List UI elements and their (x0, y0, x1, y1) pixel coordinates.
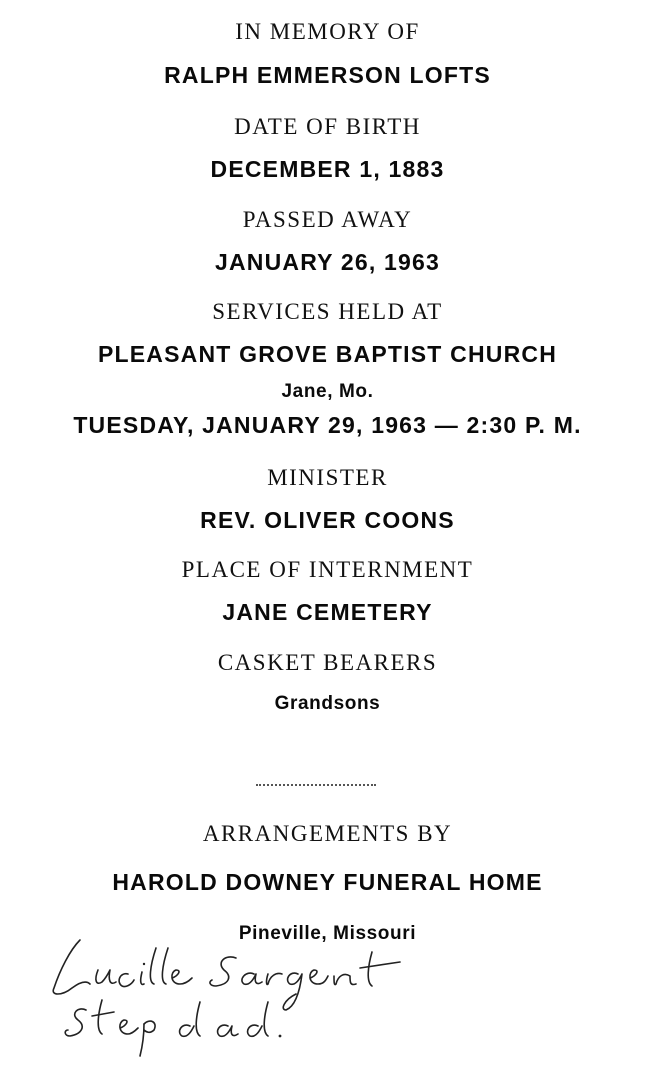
minister-name: REV. OLIVER COONS (200, 507, 455, 533)
deceased-name: RALPH EMMERSON LOFTS (164, 62, 491, 88)
birth-date: DECEMBER 1, 1883 (210, 156, 445, 182)
memory-heading: IN MEMORY OF (235, 19, 420, 44)
cemetery-name: JANE CEMETERY (222, 599, 433, 625)
passed-date: JANUARY 26, 1963 (214, 249, 441, 275)
funeral-home-name: HAROLD DOWNEY FUNERAL HOME (112, 869, 543, 895)
service-datetime: TUESDAY, JANUARY 29, 1963 — 2:30 P. M. (73, 412, 582, 438)
minister-heading: MINISTER (267, 465, 388, 490)
internment-heading: PLACE OF INTERNMENT (181, 557, 474, 582)
church-name: PLEASANT GROVE BAPTIST CHURCH (97, 341, 558, 367)
bearers-heading: CASKET BEARERS (217, 650, 438, 675)
arrangements-heading: ARRANGEMENTS BY (202, 821, 453, 846)
birth-heading: DATE OF BIRTH (234, 114, 421, 139)
funeral-home-location: Pineville, Missouri (238, 923, 417, 944)
passed-heading: PASSED AWAY (242, 207, 413, 232)
church-location: Jane, Mo. (281, 381, 374, 402)
divider (256, 784, 376, 788)
services-heading: SERVICES HELD AT (212, 299, 443, 324)
handwritten-signature (40, 930, 440, 1060)
bearers-value: Grandsons (274, 693, 381, 714)
